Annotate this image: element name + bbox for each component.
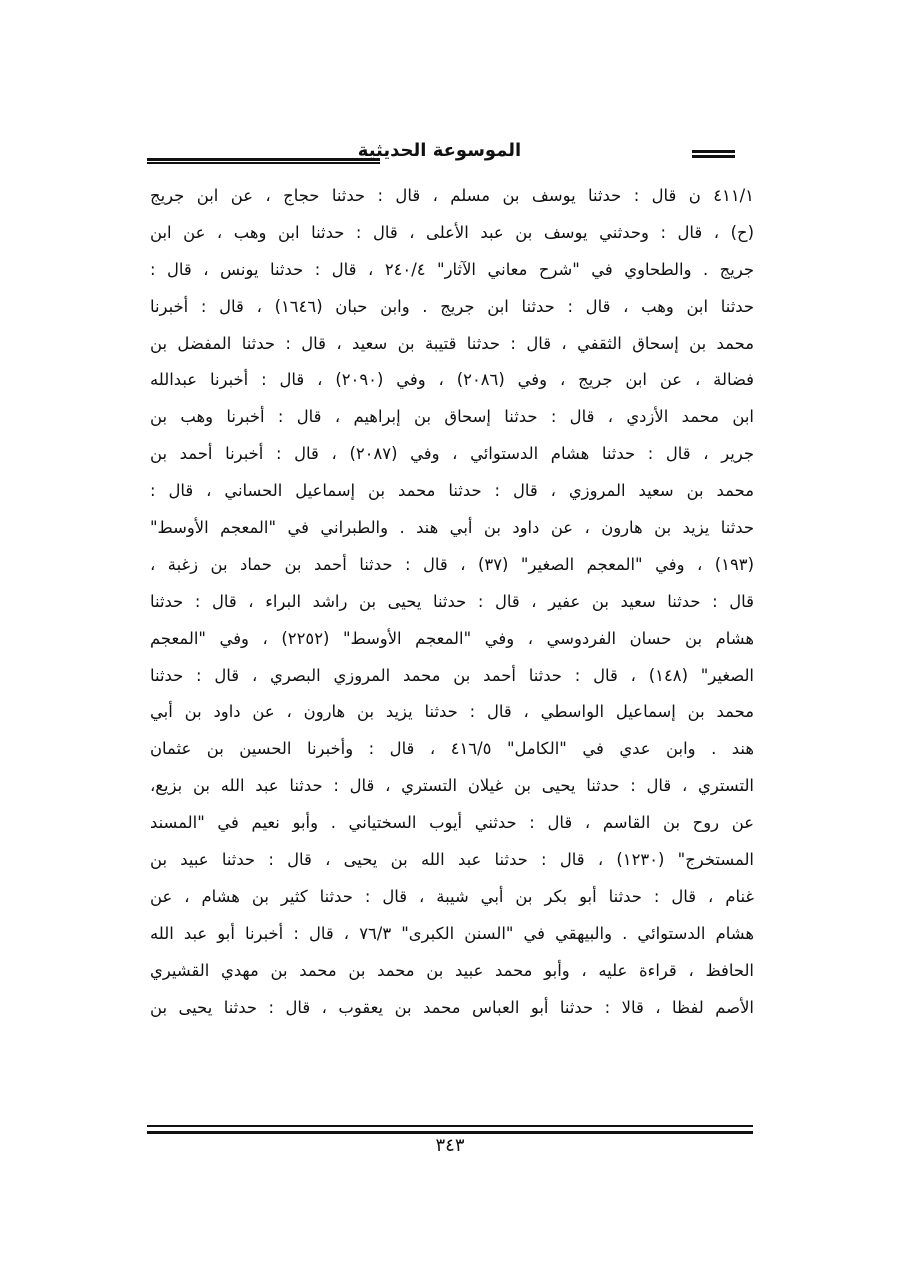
running-header-title: الموسوعة الحديثية	[357, 140, 522, 161]
footer-rule	[147, 1125, 753, 1134]
text-line: جريج . والطحاوي في "شرح معاني الآثار" ٢٤٠/٤ ، قال : حدثنا يونس ، قال :	[150, 259, 754, 279]
text-line: جرير ، قال : حدثنا هشام الدستوائي ، وفي (٢٠٨٧) ، قال : أخبرنا أحمد بن	[150, 444, 754, 464]
text-line: هند . وابن عدي في "الكامل" ٤١٦/٥ ، قال : وأخبرنا الحسين بن عثمان	[150, 739, 754, 759]
text-line: (١٩٣) ، وفي "المعجم الصغير" (٣٧) ، قال : حدثنا أحمد بن حماد بن زغبة ،	[150, 554, 754, 574]
text-line: محمد بن إسحاق الثقفي ، قال : حدثنا قتيبة بن سعيد ، قال : حدثنا المفضل بن	[150, 333, 754, 353]
text-line: محمد بن سعيد المروزي ، قال : حدثنا محمد بن إسماعيل الحساني ، قال :	[150, 481, 754, 501]
text-line: ابن محمد الأزدي ، قال : حدثنا إسحاق بن إبراهيم ، قال : أخبرنا وهب بن	[150, 407, 754, 427]
page-number: ٣٤٣	[435, 1135, 465, 1156]
text-line: حدثنا يزيد بن هارون ، عن داود بن أبي هند . والطبراني في "المعجم الأوسط"	[150, 518, 754, 538]
text-line: حدثنا ابن وهب ، قال : حدثنا ابن جريج . وابن حبان (١٦٤٦) ، قال : أخبرنا	[150, 296, 754, 316]
text-line: قال : حدثنا سعيد بن عفير ، قال : حدثنا يحيى بن راشد البراء ، قال : حدثنا	[150, 591, 754, 611]
text-line: فضالة ، عن ابن جريج ، وفي (٢٠٨٦) ، وفي (٢٠٩٠) ، قال : أخبرنا عبدالله	[150, 370, 754, 390]
body-text	[150, 178, 754, 1026]
text-line: الصغير" (١٤٨) ، قال : حدثنا أحمد بن محمد المروزي البصري ، قال : حدثنا	[150, 665, 754, 685]
text-line: (ح) ، قال : وحدثني يوسف بن عبد الأعلى ، قال : حدثنا ابن وهب ، عن ابن	[150, 222, 754, 242]
text-line: غنام ، قال : حدثنا أبو بكر بن أبي شيبة ، قال : حدثنا كثير بن هشام ، عن	[150, 886, 754, 906]
running-header	[147, 138, 753, 174]
text-line: التستري ، قال : حدثنا يحيى بن غيلان التستري ، قال : حدثنا عبد الله بن بزيع،	[150, 776, 754, 796]
text-line: الحافظ ، قراءة عليه ، وأبو محمد عبيد بن محمد بن محمد بن مهدي القشيري	[150, 960, 754, 980]
text-line: محمد بن إسماعيل الواسطي ، قال : حدثنا يزيد بن هارون ، عن داود بن أبي	[150, 702, 754, 722]
text-line: ٤١١/١ ن قال : حدثنا يوسف بن مسلم ، قال : حدثنا حجاج ، عن ابن جريج	[150, 186, 754, 205]
header-rule-left	[147, 158, 380, 164]
text-line: الأصم لفظا ، قالا : حدثنا أبو العباس محمد بن يعقوب ، قال : حدثنا يحيى بن	[150, 997, 754, 1017]
text-line: المستخرج" (١٢٣٠) ، قال : حدثنا عبد الله بن يحيى ، قال : حدثنا عبيد بن	[150, 850, 754, 870]
text-line: عن روح بن القاسم ، قال : حدثني أيوب السختياني . وأبو نعيم في "المسند	[150, 813, 754, 833]
text-line: هشام بن حسان الفردوسي ، وفي "المعجم الأوسط" (٢٢٥٢) ، وفي "المعجم	[150, 628, 754, 648]
text-line: هشام الدستوائي . والبيهقي في "السنن الكبرى" ٧٦/٣ ، قال : أخبرنا أبو عبد الله	[150, 923, 754, 943]
header-rule-right-short	[692, 150, 735, 158]
